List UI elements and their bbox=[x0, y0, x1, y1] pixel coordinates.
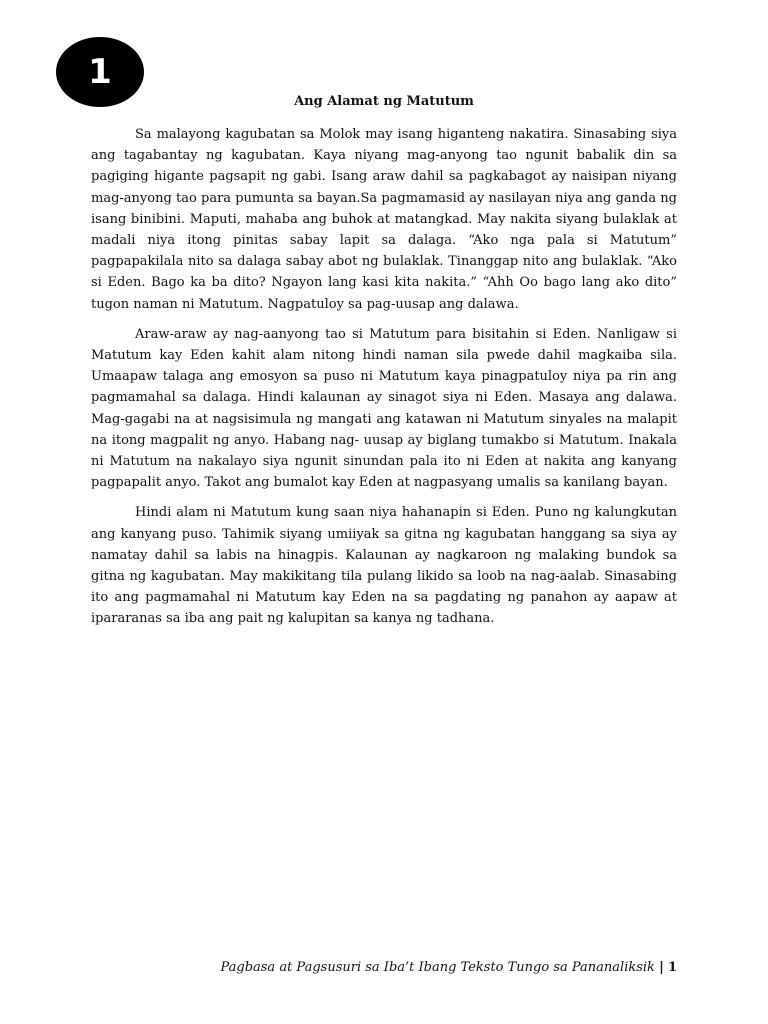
footer-page-number: 1 bbox=[667, 960, 677, 975]
page-footer bbox=[220, 960, 677, 975]
footer-separator: | bbox=[659, 960, 664, 975]
document-title: Ang Alamat ng Matutum bbox=[294, 94, 474, 109]
paragraph-1: Sa malayong kagubatan sa Molok may isang higanteng nakatira. Sinasabing siya ang tagabantay ng kagubatan. Kaya niyang mag-anyong tao ngunit babalik din sa pagiging higante pagsapit ng gabi. Isang araw dahil sa pagkabagot ay naisipan niyang mag-anyong tao para pumunta sa bayan.Sa pagmamasid ay nasilayan niya ang ganda ng isang binibini. Maputi, mahaba ang buhok at matangkad. May nakita siyang bulaklak at madali niya itong pinitas sabay lapit sa dalaga. “Ako nga pala si Matutum” pagpapakilala nito sa dalaga sabay abot ng bulaklak. Tinanggap nito ang bulaklak. “Ako si Eden. Bago ka ba dito? Ngayon lang kasi kita nakita.” “Ahh Oo bago lang ako dito” tugon naman ni Matutum. Nagpatuloy sa pag-uusap ang dalawa. bbox=[91, 127, 677, 312]
paragraph-3: Hindi alam ni Matutum kung saan niya hahanapin si Eden. Puno ng kalungkutan ang kanyang puso. Tahimik siyang umiiyak sa gitna ng kagubatan hanggang sa siya ay namatay dahil sa labis na hinagpis. Kalaunan ay nagkaroon ng malaking bundok sa gitna ng kagubatan. May makikitang tila pulang likido sa loob na nag-aalab. Sinasabing ito ang pagmamahal ni Matutum kay Eden na sa pagdating ng panahon ay aapaw at ipararanas sa iba ang pait ng kalupitan sa kanya ng tadhana. bbox=[91, 505, 677, 627]
story-body bbox=[91, 124, 677, 639]
footer-text: Pagbasa at Pagsusuri sa Iba’t Ibang Teksto Tungo sa Pananaliksik bbox=[220, 960, 655, 975]
paragraph-2: Araw-araw ay nag-aanyong tao si Matutum para bisitahin si Eden. Nanligaw si Matutum kay Eden kahit alam nitong hindi naman sila pwede dahil magkaiba sila. Umaapaw talaga ang emosyon sa puso ni Matutum kaya pinagpatuloy niya pa rin ang pagmamahal sa dalaga. Hindi kalaunan ay sinagot siya ni Eden. Masaya ang dalawa. Mag-gagabi na at nagsisimula ng mangati ang katawan ni Matutum sinyales na malapit na itong magpalit ng anyo. Habang nag- uusap ay biglang tumakbo si Matutum. Inakala ni Matutum na nakalayo siya ngunit sinundan pala ito ni Eden at nakita ang kanyang pagpapalit anyo. Takot ang bumalot kay Eden at nagpasyang umalis sa kanilang bayan. bbox=[91, 326, 677, 491]
badge-number: 1 bbox=[88, 52, 112, 92]
